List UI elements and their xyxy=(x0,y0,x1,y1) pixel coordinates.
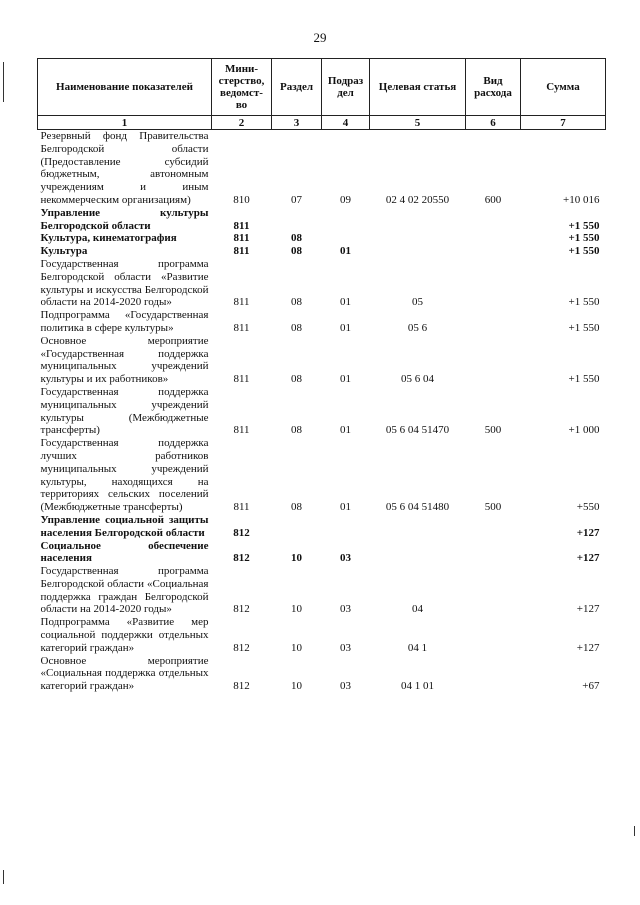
row-expense-type xyxy=(466,258,521,309)
row-ministry: 811 xyxy=(233,245,250,258)
row-sum: +1 550 xyxy=(568,219,600,232)
col-number: 4 xyxy=(322,116,370,130)
table-row xyxy=(38,386,606,437)
row-expense-type: 500 xyxy=(484,501,502,514)
header-name: Наименование показателей xyxy=(38,59,212,116)
row-expense-type xyxy=(466,232,521,245)
table-row xyxy=(38,437,606,514)
row-name: Социальное обеспечение населения xyxy=(40,539,209,565)
row-ministry: 812 xyxy=(233,552,250,565)
budget-table xyxy=(37,58,606,693)
row-target: 05 6 04 xyxy=(401,373,434,386)
row-target: 05 6 04 51480 xyxy=(385,501,450,514)
table-row xyxy=(38,245,606,258)
row-expense-type xyxy=(466,565,521,616)
row-subsection: 01 xyxy=(340,296,351,309)
table-row xyxy=(38,655,606,693)
row-name: Государственная программа Белгородской области «Развитие культуры и искусства Белгородской области на 2014-2020 годы» xyxy=(40,257,209,309)
row-subsection: 01 xyxy=(340,321,351,334)
col-number: 1 xyxy=(38,116,212,130)
row-subsection: 01 xyxy=(340,424,351,437)
row-ministry: 812 xyxy=(233,680,250,693)
header-target: Целевая статья xyxy=(370,59,466,116)
row-target xyxy=(370,540,466,566)
row-section: 08 xyxy=(291,245,302,258)
header-sum: Сумма xyxy=(521,59,606,116)
row-name: Культура xyxy=(40,245,88,258)
row-section: 10 xyxy=(291,552,302,565)
row-target: 04 xyxy=(412,603,423,616)
row-target: 05 6 xyxy=(407,321,428,334)
row-target: 05 6 04 51470 xyxy=(385,424,450,437)
row-section: 08 xyxy=(291,232,302,245)
row-expense-type xyxy=(466,309,521,335)
row-ministry: 811 xyxy=(233,232,250,245)
row-section: 10 xyxy=(291,641,302,654)
row-sum: +1 550 xyxy=(568,232,600,245)
row-subsection: 03 xyxy=(340,552,351,565)
header-ministry: Мини-стерство, ведомст-во xyxy=(212,59,272,116)
row-ministry: 812 xyxy=(233,526,250,539)
row-name: Государственная программа Белгородской области «Социальная поддержка граждан Белгородской области на 2014-2020 годы» xyxy=(40,565,209,616)
table-row xyxy=(38,616,606,654)
row-sum: +1 550 xyxy=(568,321,600,334)
row-name: Основное мероприятие «Социальная поддержка отдельных категорий граждан» xyxy=(40,654,209,693)
row-section: 08 xyxy=(291,424,302,437)
row-ministry: 812 xyxy=(233,603,250,616)
row-subsection: 01 xyxy=(340,501,351,514)
row-expense-type xyxy=(466,655,521,693)
row-ministry: 811 xyxy=(233,296,250,309)
row-sum: +1 550 xyxy=(568,245,600,258)
row-sum: +1 550 xyxy=(568,296,600,309)
table-row xyxy=(38,565,606,616)
table-row xyxy=(38,335,606,386)
row-name: Подпрограмма «Развитие мер социальной поддержки отдельных категорий граждан» xyxy=(40,616,209,654)
row-section xyxy=(272,207,322,233)
row-subsection: 09 xyxy=(340,193,351,206)
row-subsection: 03 xyxy=(340,641,351,654)
margin-mark xyxy=(634,826,635,836)
row-name: Государственная поддержка муниципальных учреждений культуры (Межбюджетные трансферты) xyxy=(40,385,209,437)
col-number: 2 xyxy=(212,116,272,130)
row-ministry: 811 xyxy=(233,501,250,514)
row-sum: +127 xyxy=(576,526,600,539)
col-number: 6 xyxy=(466,116,521,130)
row-name: Государственная поддержка лучших работников муниципальных учреждений культуры, находящихся на территориях сельских поселений (Межбюджетные трансферты) xyxy=(40,437,209,514)
row-section: 07 xyxy=(291,193,302,206)
table-row xyxy=(38,540,606,566)
row-subsection: 01 xyxy=(340,245,351,258)
row-name: Резервный фонд Правительства Белгородской области (Предоставление субсидий бюджетным, автономным учреждениям и иным некоммерческим организациям) xyxy=(40,130,209,206)
row-sum: +1 000 xyxy=(568,424,600,437)
row-expense-type: 600 xyxy=(484,193,502,206)
row-section: 08 xyxy=(291,373,302,386)
row-subsection: 03 xyxy=(340,603,351,616)
row-sum: +127 xyxy=(576,552,600,565)
row-subsection: 03 xyxy=(340,680,351,693)
row-expense-type xyxy=(466,245,521,258)
row-sum: +127 xyxy=(576,603,600,616)
row-expense-type xyxy=(466,514,521,540)
row-expense-type xyxy=(466,207,521,233)
row-target xyxy=(370,514,466,540)
row-name: Управление социальной защиты населения Белгородской области xyxy=(40,513,209,539)
row-subsection: 01 xyxy=(340,373,351,386)
row-ministry: 811 xyxy=(233,219,250,232)
row-target: 04 1 xyxy=(407,641,428,654)
row-section: 08 xyxy=(291,501,302,514)
table-row xyxy=(38,232,606,245)
row-ministry: 811 xyxy=(233,424,250,437)
row-sum: +67 xyxy=(582,680,600,693)
row-name: Культура, кинематография xyxy=(40,232,177,245)
row-ministry: 812 xyxy=(233,641,250,654)
row-target xyxy=(370,207,466,233)
row-section xyxy=(272,514,322,540)
row-ministry: 810 xyxy=(233,193,250,206)
row-ministry: 811 xyxy=(233,321,250,334)
row-name: Управление культуры Белгородской области xyxy=(40,206,209,232)
margin-mark xyxy=(3,870,4,884)
row-section: 10 xyxy=(291,680,302,693)
table-row xyxy=(38,207,606,233)
row-target: 02 4 02 20550 xyxy=(385,193,450,206)
row-subsection xyxy=(322,207,370,233)
row-target xyxy=(370,232,466,245)
row-name: Подпрограмма «Государственная политика в сфере культуры» xyxy=(40,309,209,334)
header-subsection: Подраз дел xyxy=(322,59,370,116)
row-name: Основное мероприятие «Государственная поддержка муниципальных учреждений культуры и их работников» xyxy=(40,334,209,386)
header-expense-type: Вид расхода xyxy=(466,59,521,116)
row-subsection xyxy=(322,232,370,245)
row-sum: +127 xyxy=(576,641,600,654)
table-row xyxy=(38,258,606,309)
table-row xyxy=(38,309,606,335)
col-number: 7 xyxy=(521,116,606,130)
row-expense-type xyxy=(466,540,521,566)
page-number: 29 xyxy=(313,30,327,45)
row-target: 04 1 01 xyxy=(401,680,434,693)
table-row xyxy=(38,514,606,540)
row-sum: +1 550 xyxy=(568,373,600,386)
row-subsection xyxy=(322,514,370,540)
row-sum: +10 016 xyxy=(563,193,600,206)
row-section: 08 xyxy=(291,296,302,309)
row-section: 08 xyxy=(291,321,302,334)
row-expense-type xyxy=(466,335,521,386)
table-row xyxy=(38,130,606,207)
row-expense-type xyxy=(466,616,521,654)
row-expense-type: 500 xyxy=(484,424,502,437)
row-target: 05 xyxy=(412,296,423,309)
row-sum: +550 xyxy=(576,501,600,514)
col-number: 5 xyxy=(370,116,466,130)
row-section: 10 xyxy=(291,603,302,616)
row-target xyxy=(370,245,466,258)
margin-mark xyxy=(3,62,4,102)
header-section: Раздел xyxy=(272,59,322,116)
col-number: 3 xyxy=(272,116,322,130)
row-ministry: 811 xyxy=(233,373,250,386)
